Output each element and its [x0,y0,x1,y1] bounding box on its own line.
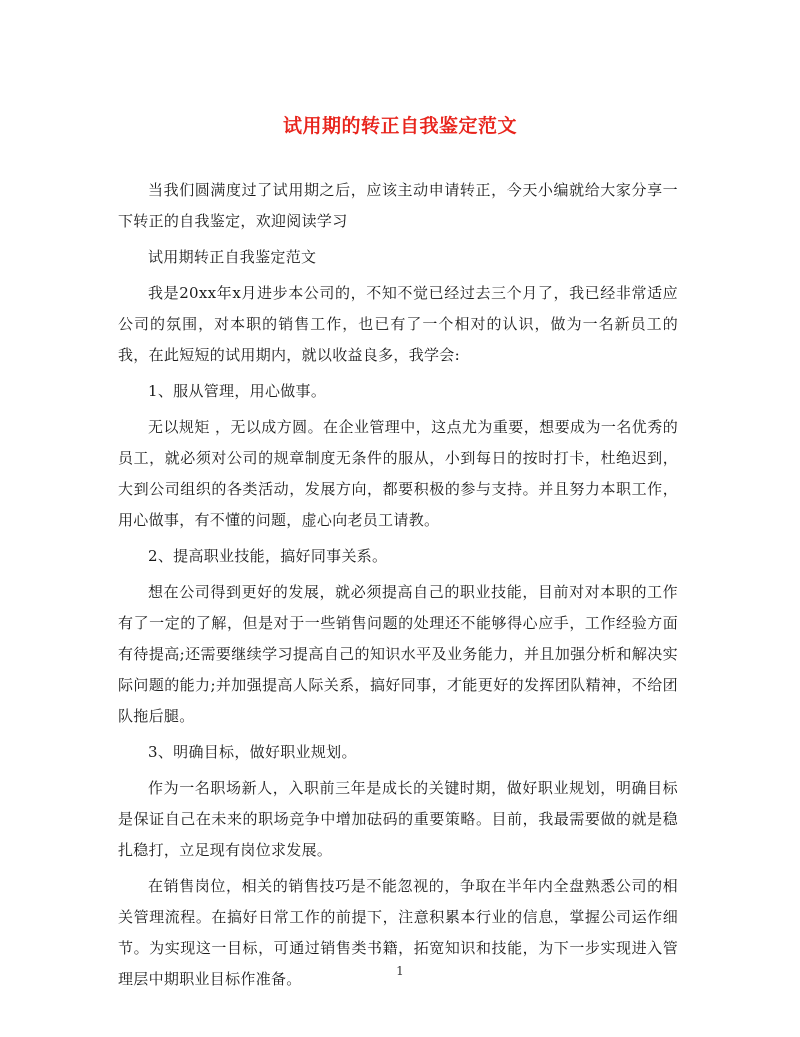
body-paragraph: 我是20xx年x月进步本公司的，不知不觉已经过去三个月了，我已经非常适应公司的氛围，对本职的销售工作，也已有了一个相对的认识，做为一名新员工的我，在此短短的试用期内，就以收益良多，我学会: [118,284,678,364]
section-heading-1: 1、服从管理，用心做事。 [148,382,327,400]
document-body [118,175,678,1000]
document-title: 试用期的转正自我鉴定范文 [282,115,517,137]
body-paragraph: 想在公司得到更好的发展，就必须提高自己的职业技能，目前对对本职的工作有了一定的了解，但是对于一些销售问题的处理还不能够得心应手，工作经验方面有待提高;还需要继续学习提高自己的知识水平及业务能力，并且加强分析和解决实际问题的能力;并加强提高人际关系，搞好同事，才能更好的发挥团队精神，不给团队拖后腿。 [118,583,678,725]
body-paragraph: 作为一名职场新人，入职前三年是成长的关键时期，做好职业规划，明确目标是保证自己在未来的职场竞争中增加砝码的重要策略。目前，我最需要做的就是稳扎稳打，立足现有岗位求发展。 [118,779,678,859]
section-heading-2: 2、提高职业技能，搞好同事关系。 [148,547,388,565]
intro-paragraph: 当我们圆满度过了试用期之后，应该主动申请转正，今天小编就给大家分享一下转正的自我鉴定，欢迎阅读学习 [118,181,678,230]
page-number: 1 [396,964,404,978]
subheading: 试用期转正自我鉴定范文 [148,248,317,266]
section-heading-3: 3、明确目标，做好职业规划。 [148,743,357,761]
body-paragraph: 在销售岗位，相关的销售技巧是不能忽视的，争取在半年内全盘熟悉公司的相关管理流程。在搞好日常工作的前提下，注意积累本行业的信息，掌握公司运作细节。为实现这一目标，可通过销售类书籍，拓宽知识和技能，为下一步实现进入管理层中期职业目标作准备。 [118,877,678,988]
body-paragraph: 无以规矩 ，无以成方圆。在企业管理中，这点尤为重要，想要成为一名优秀的员工，就必须对公司的规章制度无条件的服从，小到每日的按时打卡，杜绝迟到，大到公司组织的各类活动，发展方向，都要积极的参与支持。并且努力本职工作，用心做事，有不懂的问题，虚心向老员工请教。 [118,418,678,529]
